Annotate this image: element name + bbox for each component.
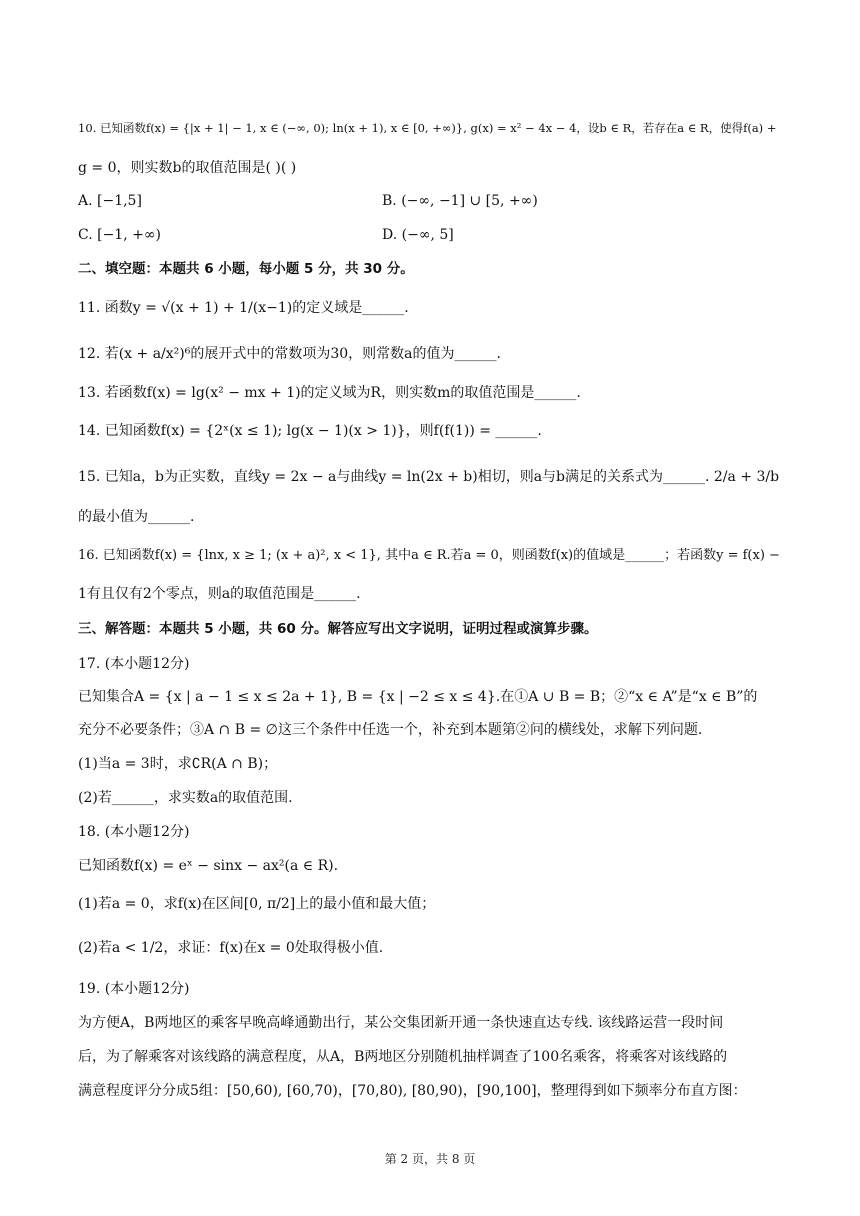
section-fill-in-heading: 二、填空题：本题共 6 小题，每小题 5 分，共 30 分。 bbox=[78, 261, 414, 277]
question-19-line-2: 后，为了解乘客对该线路的满意程度，从A，B两地区分别随机抽样调查了100名乘客，将乘客对该线路的 bbox=[78, 1049, 728, 1065]
question-18-header: 18. (本小题12分) bbox=[78, 824, 190, 840]
question-10-line-1: 10. 已知函数f(x) = {|x + 1| − 1, x ∈ (−∞, 0); ln(x + 1), x ∈ [0, +∞)}, g(x) = x² − 4x − 4，设b ∈ R，若存在a ∈ R，使得f(a) + bbox=[78, 121, 777, 135]
question-11: 11. 函数y = √(x + 1) + 1/(x−1)的定义域是______. bbox=[78, 300, 409, 316]
question-18-part-2: (2)若a < 1/2，求证：f(x)在x = 0处取得极小值. bbox=[78, 940, 384, 956]
question-18-line-1: 已知函数f(x) = eˣ − sinx − ax²(a ∈ R). bbox=[78, 858, 339, 874]
question-13: 13. 若函数f(x) = lg(x² − mx + 1)的定义域为R，则实数m的取值范围是______. bbox=[78, 385, 581, 401]
question-17-header: 17. (本小题12分) bbox=[78, 656, 190, 672]
option-b: B. (−∞, −1] ∪ [5, +∞) bbox=[382, 193, 538, 209]
option-d: D. (−∞, 5] bbox=[382, 227, 454, 243]
question-18-part-1: (1)若a = 0，求f(x)在区间[0, π/2]上的最小值和最大值； bbox=[78, 896, 436, 912]
question-19-header: 19. (本小题12分) bbox=[78, 981, 190, 997]
question-14: 14. 已知函数f(x) = {2ˣ(x ≤ 1); lg(x − 1)(x > 1)}，则f(f(1)) = ______. bbox=[78, 423, 542, 439]
option-a: A. [−1,5] bbox=[78, 193, 142, 209]
question-17-part-2: (2)若______，求实数a的取值范围. bbox=[78, 790, 293, 806]
question-15-line-1: 15. 已知a，b为正实数，直线y = 2x − a与曲线y = ln(2x + b)相切，则a与b满足的关系式为______. 2/a + 3/b bbox=[78, 469, 780, 485]
question-12: 12. 若(x + a/x²)⁶的展开式中的常数项为30，则常数a的值为______. bbox=[78, 346, 501, 362]
question-19-line-3: 满意程度评分分成5组：[50,60), [60,70)，[70,80), [80,90)，[90,100]，整理得到如下频率分布直方图： bbox=[78, 1083, 747, 1099]
question-17-part-1: (1)当a = 3时，求∁R(A ∩ B)； bbox=[78, 756, 278, 772]
question-17-line-1: 已知集合A = {x | a − 1 ≤ x ≤ 2a + 1}, B = {x | −2 ≤ x ≤ 4}.在①A ∪ B = B；②“x ∈ A”是“x ∈ B”的 bbox=[78, 689, 758, 705]
question-10-line-2: g = 0，则实数b的取值范围是( )( ) bbox=[78, 160, 297, 176]
question-19-line-1: 为方便A，B两地区的乘客早晚高峰通勤出行，某公交集团新开通一条快速直达专线. 该线路运营一段时间 bbox=[78, 1015, 724, 1031]
page-footer: 第 2 页，共 8 页 bbox=[384, 1152, 476, 1166]
question-15-line-2: 的最小值为______. bbox=[78, 509, 195, 525]
question-17-line-2: 充分不必要条件；③A ∩ B = ∅这三个条件中任选一个，补充到本题第②问的横线处，求解下列问题. bbox=[78, 722, 703, 738]
question-16-line-1: 16. 已知函数f(x) = {lnx, x ≥ 1; (x + a)², x < 1}, 其中a ∈ R.若a = 0，则函数f(x)的值域是______；若函数y = f(x) − bbox=[78, 548, 780, 563]
option-c: C. [−1, +∞) bbox=[78, 227, 161, 243]
question-16-line-2: 1有且仅有2个零点，则a的取值范围是______. bbox=[78, 586, 361, 602]
section-answer-heading: 三、解答题：本题共 5 小题，共 60 分。解答应写出文字说明，证明过程或演算步骤。 bbox=[78, 621, 598, 637]
